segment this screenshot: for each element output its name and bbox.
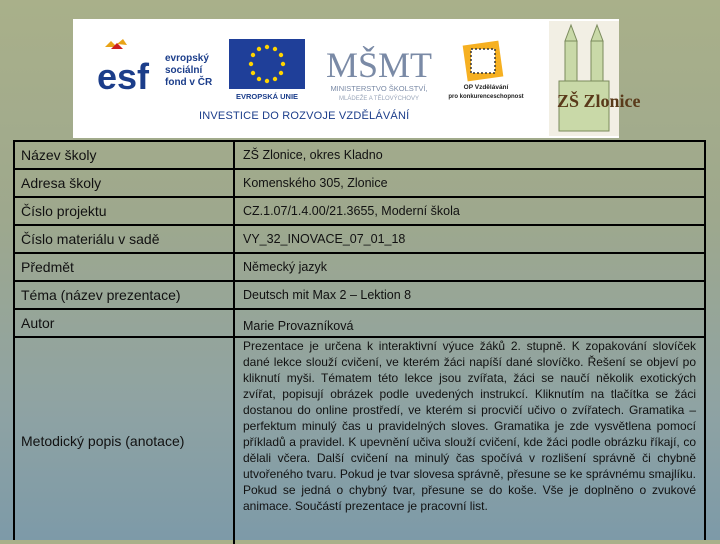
table-row — [15, 254, 704, 282]
info-table — [13, 140, 706, 540]
esf-wordmark: esf — [97, 56, 150, 97]
row-value: Komenského 305, Zlonice — [243, 176, 388, 190]
school-logo — [549, 21, 641, 136]
esf-logo — [95, 39, 221, 101]
msmt-logo — [309, 37, 449, 103]
school-logo-wordmark: ZŠ Zlonice — [557, 91, 641, 111]
eu-flag-logo — [227, 39, 307, 101]
row-value: ZŠ Zlonice, okres Kladno — [243, 148, 383, 162]
table-row — [15, 198, 704, 226]
svg-text:MŠMT: MŠMT — [325, 45, 433, 85]
svg-text:fond v ČR: fond v ČR — [165, 77, 213, 88]
description-text: Prezentace je určena k interaktivní výuce žáků 2. stupně. K zopakování slovíček dané lekce slouží cvičení, ve kterém žáci napíší dané slovíčko. Řešení se objeví po kliknutí myši. Tématem této lekce jsou zvířata, žáci se naučí několik exotických zvířat, popisují obrázek podle uvedených instrukcí. Kliknutím na tlačítka se žáci dostanou do online prostředí, ve kterém si procvičí učivo o zvířatech. Gramatika – perfektum minulý čas u pravidelných sloves. Gramatika je zde vysvětlena pomocí příkladů a pravidel. K upevnění učiva slouží cvičení, kde žáci podle obrázku říkají, co dělali včera. Další cvičení na minulý čas spočívá v rozlišení správně či chybně utvořeného tvaru. Pokud je tvar slovesa správně, přesune se ke správnému smajlíku. Pokud se jedná o chybný tvar, přesune se do koše. Vše je doplněno o zvukové animace. Součástí prezentace je pracovní list. — [243, 339, 696, 513]
table-row — [15, 282, 704, 310]
svg-text:pro konkurenceschopnost: pro konkurenceschopnost — [448, 94, 524, 100]
banner-caption: INVESTICE DO ROZVOJE VZDĚLÁVÁNÍ — [199, 110, 410, 122]
row-label: Předmět — [15, 254, 235, 280]
description-label: Metodický popis (anotace) — [15, 338, 235, 544]
row-value: CZ.1.07/1.4.00/21.3655, Moderní škola — [243, 204, 460, 218]
svg-text:MLÁDEŽE A TĚLOVÝCHOVY: MLÁDEŽE A TĚLOVÝCHOVY — [339, 96, 419, 102]
logo-banner — [73, 19, 641, 138]
row-value: Německý jazyk — [243, 260, 328, 274]
svg-text:evropský: evropský — [165, 53, 209, 64]
row-label: Téma (název prezentace) — [15, 282, 235, 308]
row-value: Marie Provazníková — [243, 319, 354, 333]
table-row — [15, 310, 704, 338]
svg-text:MINISTERSTVO ŠKOLSTVÍ,: MINISTERSTVO ŠKOLSTVÍ, — [330, 84, 428, 93]
row-label: Adresa školy — [15, 170, 235, 196]
row-value: VY_32_INOVACE_07_01_18 — [243, 232, 406, 246]
svg-text:OP Vzdělávání: OP Vzdělávání — [463, 84, 509, 91]
row-label: Číslo projektu — [15, 198, 235, 224]
svg-text:EVROPSKÁ UNIE: EVROPSKÁ UNIE — [235, 92, 299, 101]
row-label: Autor — [15, 310, 235, 336]
svg-text:sociální: sociální — [165, 65, 203, 76]
table-row — [15, 170, 704, 198]
table-row — [15, 142, 704, 170]
row-label: Název školy — [15, 142, 235, 168]
row-label: Číslo materiálu v sadě — [15, 226, 235, 252]
description-row — [15, 338, 704, 544]
op-vzdelavani-logo — [448, 41, 524, 103]
table-row — [15, 226, 704, 254]
row-value: Deutsch mit Max 2 – Lektion 8 — [243, 288, 412, 302]
